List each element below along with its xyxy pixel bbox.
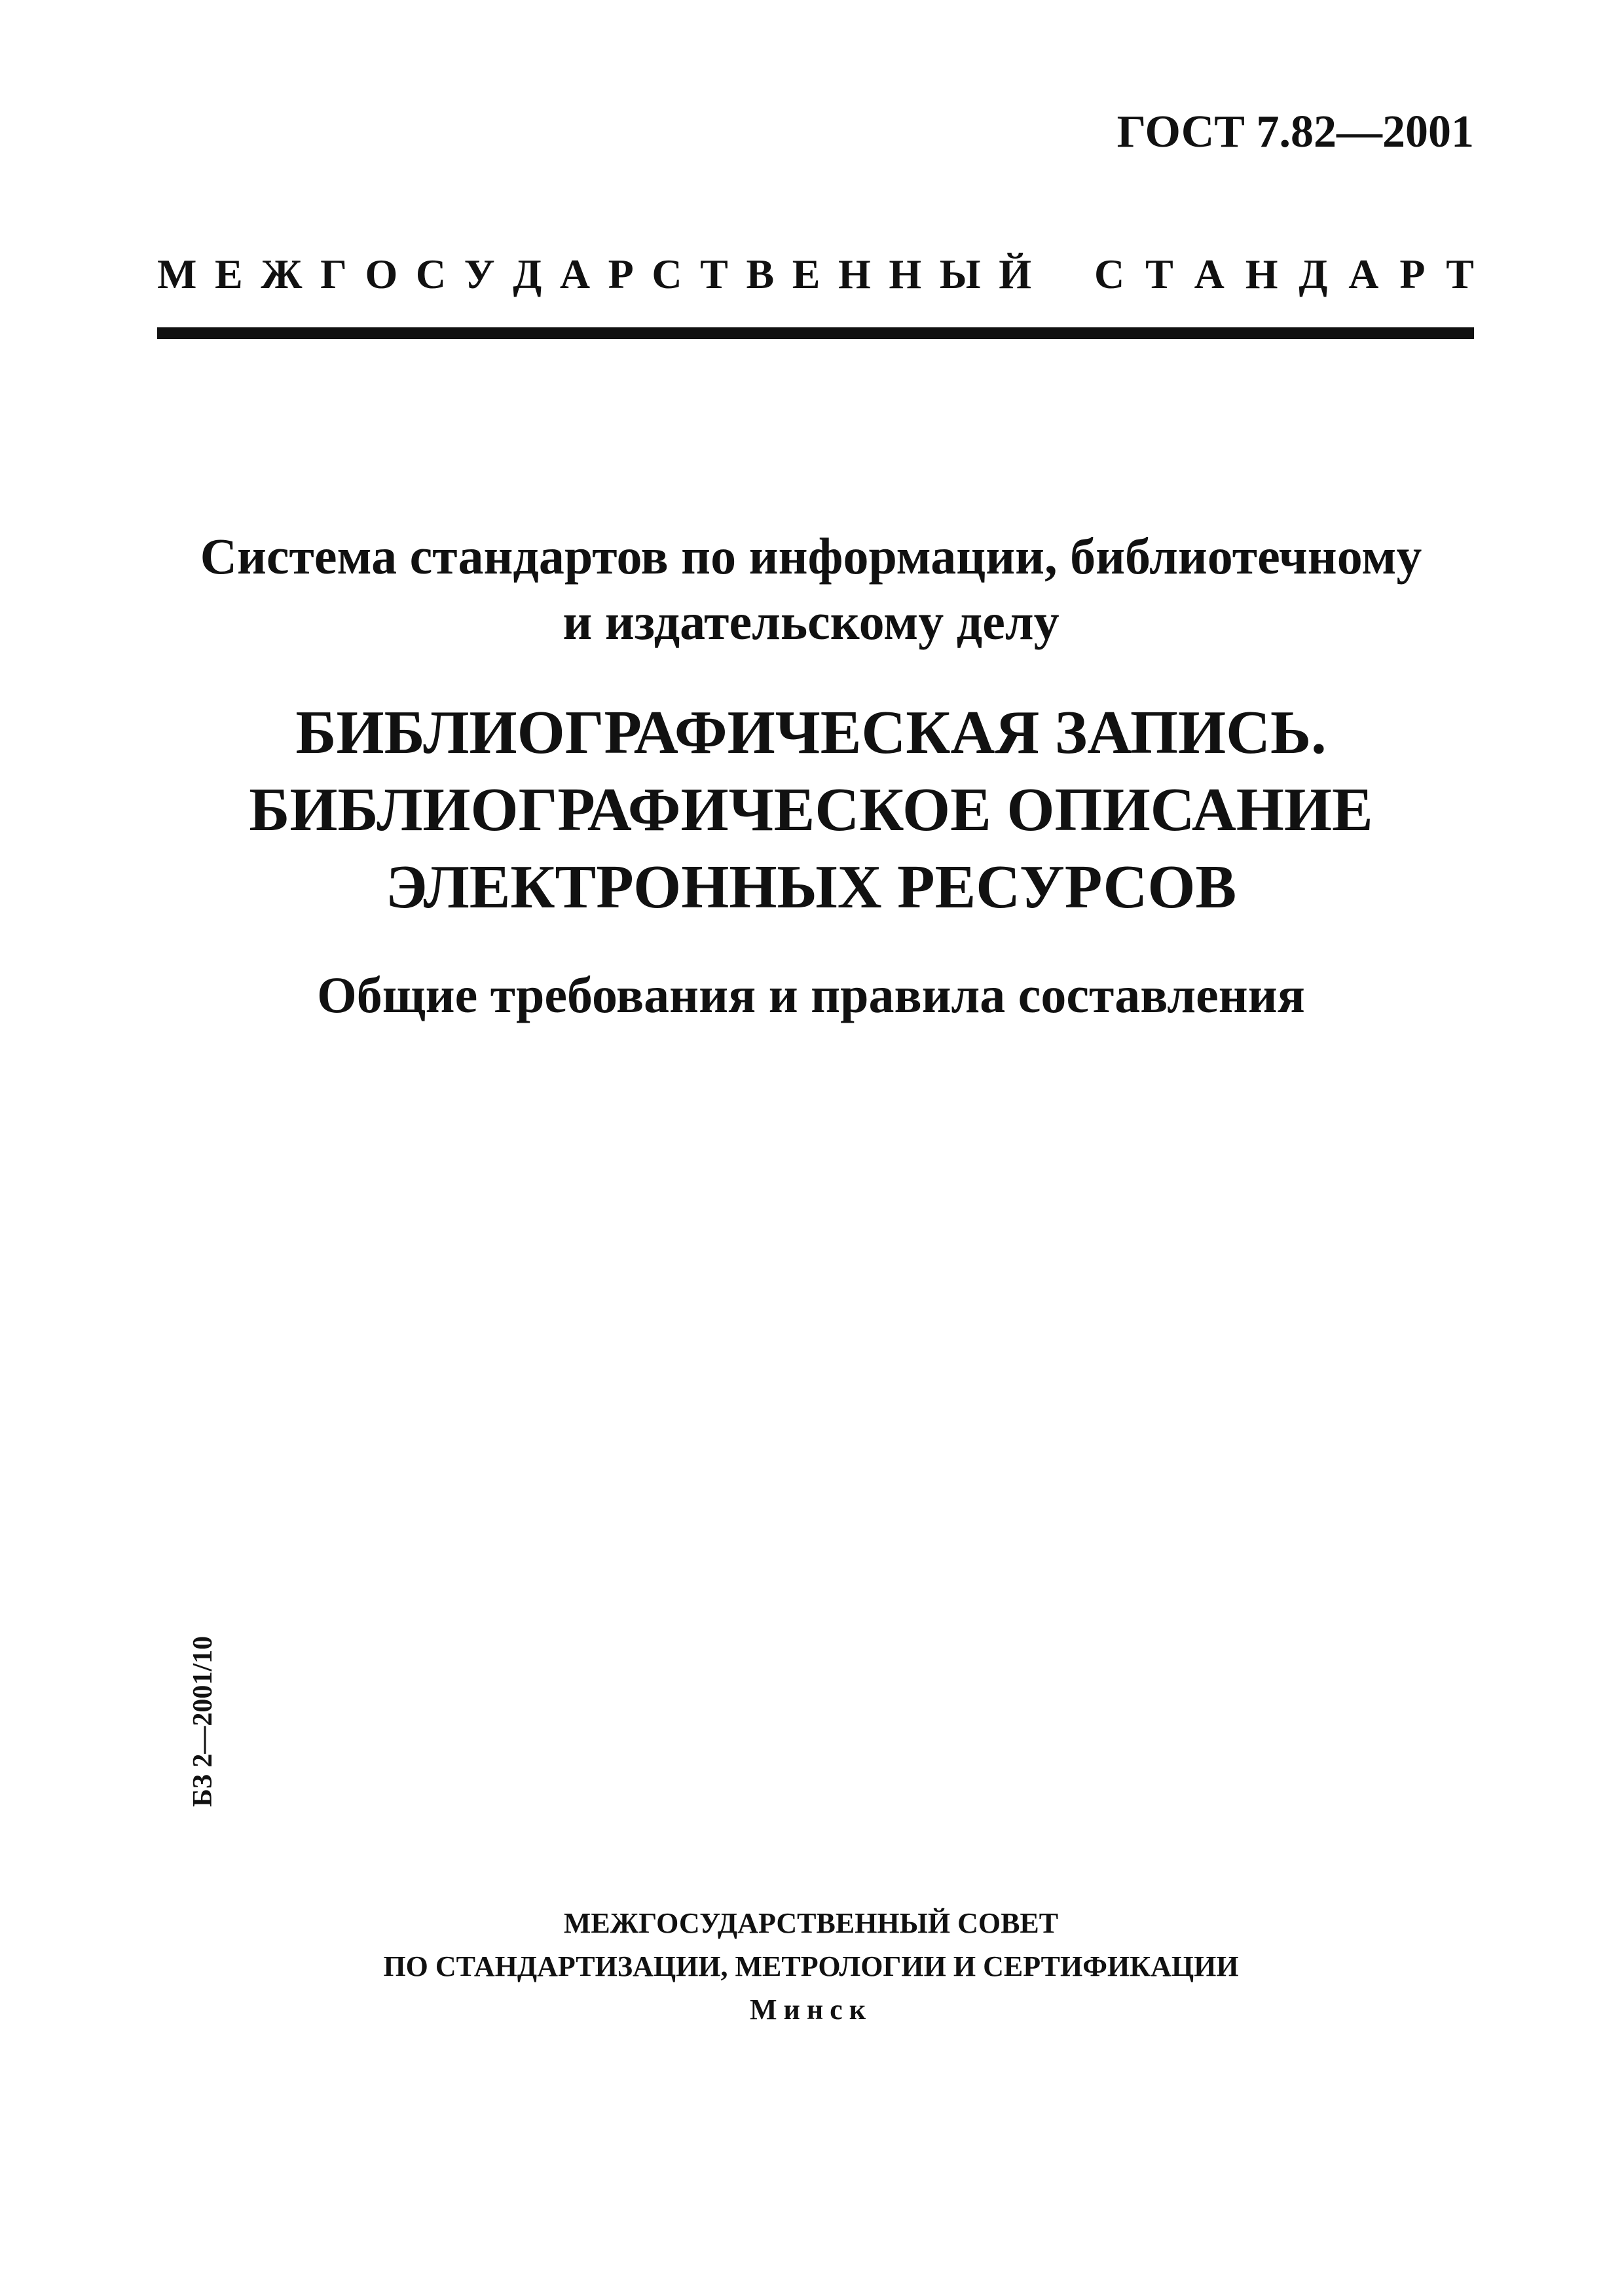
main-title-line: БИБЛИОГРАФИЧЕСКАЯ ЗАПИСЬ. <box>295 699 1327 767</box>
publisher-line: МЕЖГОСУДАРСТВЕННЫЙ СОВЕТ <box>563 1907 1059 1939</box>
standard-type-word-interstate: М Е Ж Г О С У Д А Р С Т В Е Н Н Ы Й <box>157 251 1031 297</box>
series-title-line: и издательскому делу <box>562 593 1060 650</box>
subtitle: Общие требования и правила составления <box>317 966 1305 1023</box>
publisher-city: Минск <box>749 1994 873 2026</box>
catalog-code: БЗ 2—2001/10 <box>188 1635 218 1807</box>
main-title-line: БИБЛИОГРАФИЧЕСКОЕ ОПИСАНИЕ <box>249 776 1373 844</box>
main-title <box>92 694 1530 926</box>
series-title <box>92 524 1530 655</box>
standard-type-word-standard: С Т А Н Д А Р Т <box>1094 251 1474 297</box>
gost-number: ГОСТ 7.82—2001 <box>1116 107 1474 157</box>
main-title-line: ЭЛЕКТРОННЫХ РЕСУРСОВ <box>385 853 1237 921</box>
standard-type-heading <box>157 250 1474 299</box>
publisher-line: ПО СТАНДАРТИЗАЦИИ, МЕТРОЛОГИИ И СЕРТИФИКАЦИИ <box>383 1950 1239 1982</box>
header-rule <box>157 327 1474 339</box>
series-title-line: Система стандартов по информации, библиотечному <box>200 528 1422 585</box>
publisher-block <box>92 1902 1530 2032</box>
